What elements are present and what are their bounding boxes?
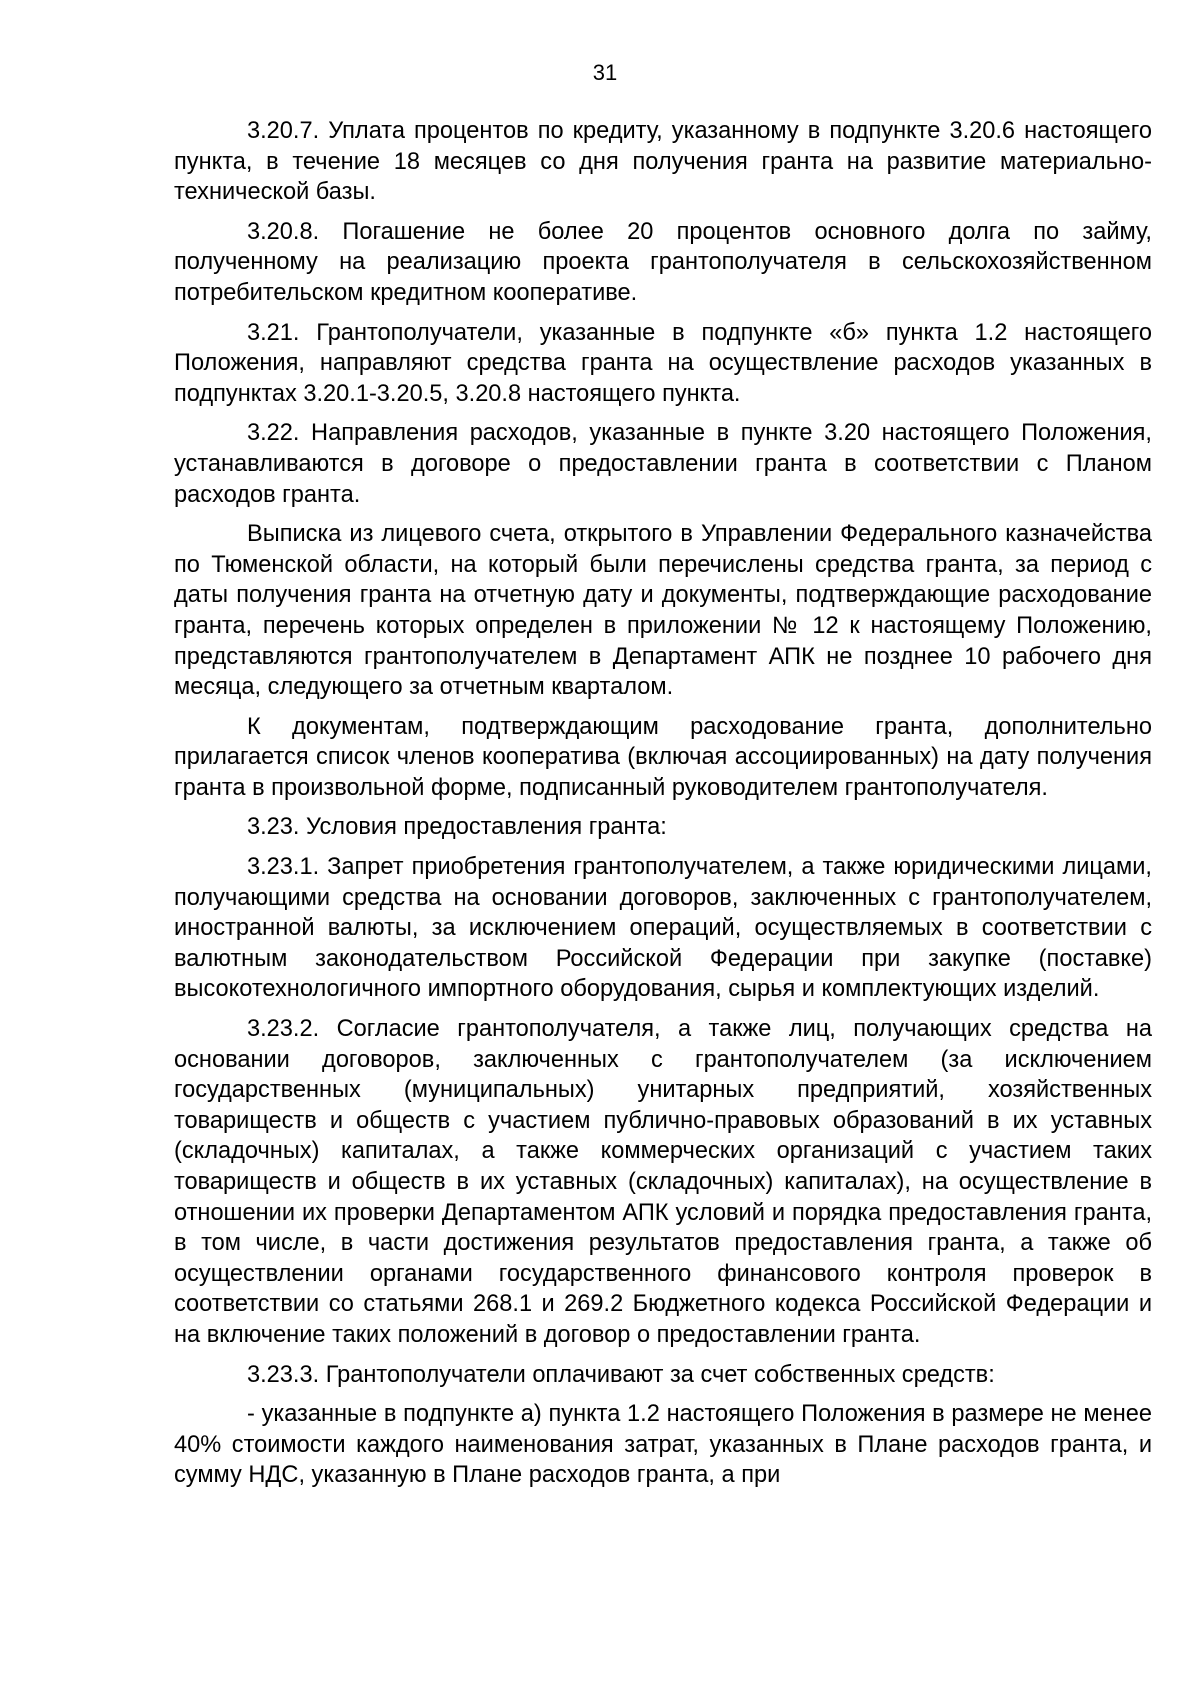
page-number: 31 (592, 60, 618, 85)
paragraph-3-23-1: 3.23.1. Запрет приобретения грантополучателем, а также юридическими лицами, получающими средства на основании договоров, заключенных с грантополучателем, иностранной валюты, за исключением операций, осуществляемых в соответствии с валютным законодательством Российской Федерации при закупке (поставке) высокотехнологичного импортного оборудования, сырья и комплектующих изделий. (174, 854, 1152, 1003)
paragraph-statement-of-account: Выписка из лицевого счета, открытого в Управлении Федерального казначейства по Тюменской области, на который были перечислены средства гранта, за период с даты получения гранта на отчетную дату и документы, подтверждающие расходование гранта, перечень которых определен в приложении № 12 к настоящему Положению, представляются грантополучателем в Департамент АПК не позднее 10 рабочего дня месяца, следующего за отчетным кварталом. (174, 521, 1152, 701)
paragraph-3-23-3: 3.23.3. Грантополучатели оплачивают за счет собственных средств: (247, 1361, 995, 1388)
paragraph-members-list: К документам, подтверждающим расходование гранта, дополнительно прилагается список членов кооператива (включая ассоциированных) на дату получения гранта в произвольной форме, подписанный руководителем грантополучателя. (174, 713, 1152, 801)
paragraph-3-22: 3.22. Направления расходов, указанные в пункте 3.20 настоящего Положения, устанавливаются в договоре о предоставлении гранта в соответствии с Планом расходов гранта. (174, 420, 1152, 508)
paragraph-3-23: 3.23. Условия предоставления гранта: (247, 814, 667, 841)
paragraph-3-21: 3.21. Грантополучатели, указанные в подпункте «б» пункта 1.2 настоящего Положения, направляют средства гранта на осуществление расходов указанных в подпунктах 3.20.1-3.20.5, 3.20.8 настоящего пункта. (174, 319, 1152, 407)
document-body (174, 116, 1152, 1500)
paragraph-3-20-8: 3.20.8. Погашение не более 20 процентов основного долга по займу, полученному на реализацию проекта грантополучателя в сельскохозяйственном потребительском кредитном кооперативе. (174, 218, 1152, 306)
paragraph-3-23-2: 3.23.2. Согласие грантополучателя, а также лиц, получающих средства на основании договоров, заключенных с грантополучателем (за исключением государственных (муниципальных) унитарных предприятий, хозяйственных товариществ и обществ с участием публично-правовых образований в их уставных (складочных) капиталах, а также коммерческих организаций с участием таких товариществ и обществ в их уставных (складочных) капиталах), на осуществление в отношении их проверки Департаментом АПК условий и порядка предоставления гранта, в том числе, в части достижения результатов предоставления гранта, а также об осуществлении органами государственного финансового контроля проверок в соответствии со статьями 268.1 и 269.2 Бюджетного кодекса Российской Федерации и на включение таких положений в договор о предоставлении гранта. (174, 1016, 1152, 1348)
paragraph-list-item-a: - указанные в подпункте а) пункта 1.2 настоящего Положения в размере не менее 40% стоимости каждого наименования затрат, указанных в Плане расходов гранта, и сумму НДС, указанную в Плане расходов гранта, а при (174, 1401, 1152, 1489)
paragraph-3-20-7: 3.20.7. Уплата процентов по кредиту, указанному в подпункте 3.20.6 настоящего пункта, в течение 18 месяцев со дня получения гранта на развитие материально-технической базы. (174, 118, 1152, 206)
